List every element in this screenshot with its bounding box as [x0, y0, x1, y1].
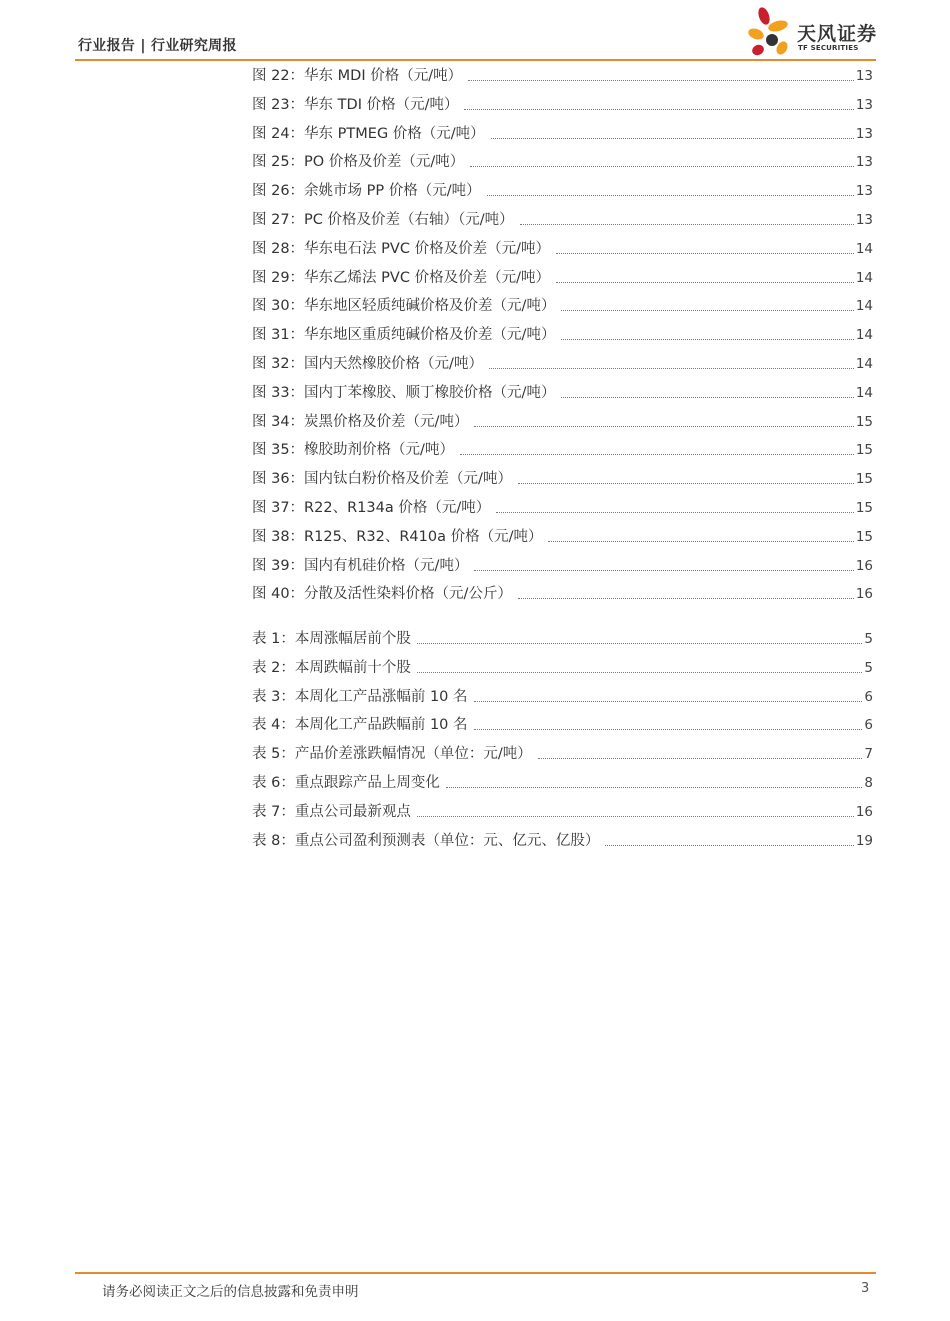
- dot-leader: [417, 816, 854, 817]
- dot-leader: [474, 426, 853, 427]
- toc-entry[interactable]: [252, 657, 873, 679]
- toc-entry-label: 表 3：本周化工产品涨幅前 10 名: [252, 688, 468, 705]
- logo-english-name: TF SECURITIES: [798, 44, 859, 52]
- toc-entry[interactable]: [252, 411, 873, 433]
- toc-entry-page: 16: [855, 557, 873, 574]
- toc-entry-page: 16: [855, 586, 873, 603]
- toc-entry[interactable]: [252, 583, 873, 605]
- dot-leader: [605, 845, 853, 846]
- dot-leader: [474, 701, 863, 702]
- toc-entry[interactable]: [252, 555, 873, 577]
- toc-entry[interactable]: [252, 526, 873, 548]
- toc-entry-page: 14: [855, 298, 873, 315]
- toc-entry-page: 19: [855, 832, 873, 849]
- dot-leader: [468, 80, 854, 81]
- toc-entry-page: 16: [855, 803, 873, 820]
- toc-entry-label: 图 31：华东地区重质纯碱价格及价差（元/吨）: [252, 327, 556, 344]
- toc-entry[interactable]: [252, 123, 873, 145]
- toc-entry-label: 表 7：重点公司最新观点: [252, 803, 411, 820]
- toc-entry-page: 6: [864, 717, 873, 734]
- dot-leader: [464, 109, 853, 110]
- toc-entry-page: 14: [855, 240, 873, 257]
- toc-entry-label: 图 33：国内丁苯橡胶、顺丁橡胶价格（元/吨）: [252, 384, 556, 401]
- toc-entry-page: 13: [855, 183, 873, 200]
- header-divider: [75, 59, 876, 61]
- toc-entry[interactable]: [252, 353, 873, 375]
- toc-entry-label: 图 35：橡胶助剂价格（元/吨）: [252, 442, 454, 459]
- dot-leader: [417, 643, 863, 644]
- toc-entry-label: 图 24：华东 PTMEG 价格（元/吨）: [252, 125, 485, 142]
- toc-entry[interactable]: [252, 439, 873, 461]
- dot-leader: [446, 787, 863, 788]
- toc-entry-label: 图 38：R125、R32、R410a 价格（元/吨）: [252, 528, 543, 545]
- toc-entry-page: 13: [855, 96, 873, 113]
- toc-entry[interactable]: [252, 686, 873, 708]
- toc-entry-label: 图 22：华东 MDI 价格（元/吨）: [252, 68, 463, 84]
- dot-leader: [520, 224, 854, 225]
- toc-entry[interactable]: [252, 180, 873, 202]
- toc-entry-page: 14: [855, 327, 873, 344]
- toc-entry[interactable]: [252, 65, 873, 87]
- report-type-title: 行业报告 | 行业研究周报: [78, 38, 237, 54]
- toc-entry-page: 14: [855, 356, 873, 372]
- dot-leader: [561, 310, 853, 311]
- toc-entry-label: 表 8：重点公司盈利预测表（单位：元、亿元、亿股）: [252, 832, 600, 849]
- toc-entry-page: 14: [855, 384, 873, 401]
- dot-leader: [518, 483, 854, 484]
- dot-leader: [491, 138, 854, 139]
- dot-leader: [538, 758, 863, 759]
- toc-entry-label: 图 37：R22、R134a 价格（元/吨）: [252, 500, 491, 516]
- dot-leader: [556, 253, 854, 254]
- dot-leader: [474, 570, 853, 571]
- tf-securities-logo: [748, 6, 883, 58]
- toc-entry[interactable]: [252, 743, 873, 765]
- toc-entry[interactable]: [252, 382, 873, 404]
- toc-entry[interactable]: [252, 468, 873, 490]
- dot-leader: [518, 598, 854, 599]
- toc-entry-page: 13: [855, 125, 873, 142]
- toc-entry-page: 15: [855, 413, 873, 430]
- dot-leader: [556, 282, 854, 283]
- toc-entry-page: 7: [864, 746, 873, 763]
- petal-logo-icon: [748, 6, 796, 58]
- toc-entry-label: 表 1：本周涨幅居前个股: [252, 631, 411, 647]
- toc-entry-label: 图 40：分散及活性染料价格（元/公斤）: [252, 586, 512, 603]
- toc-entry-label: 表 5：产品价差涨跌幅情况（单位：元/吨）: [252, 746, 532, 763]
- toc-entry[interactable]: [252, 497, 873, 519]
- toc-entry-label: 图 32：国内天然橡胶价格（元/吨）: [252, 356, 483, 372]
- toc-entry-page: 5: [864, 631, 873, 647]
- toc-entry-page: 15: [855, 528, 873, 545]
- toc-entry[interactable]: [252, 209, 873, 231]
- footer-divider: [75, 1272, 876, 1274]
- toc-entry-page: 14: [855, 269, 873, 286]
- dot-leader: [561, 339, 853, 340]
- toc-entry-page: 15: [855, 471, 873, 488]
- toc-entry-page: 13: [855, 68, 873, 84]
- page-number: 3: [861, 1281, 870, 1296]
- dot-leader: [561, 397, 853, 398]
- toc-entry-label: 表 4：本周化工产品跌幅前 10 名: [252, 717, 468, 734]
- toc-entry-label: 图 36：国内钛白粉价格及价差（元/吨）: [252, 471, 512, 488]
- toc-entry-page: 5: [864, 659, 873, 676]
- toc-entry[interactable]: [252, 295, 873, 317]
- toc-entry-page: 6: [864, 688, 873, 705]
- toc-entry-page: 15: [855, 442, 873, 459]
- toc-entry-label: 图 25：PO 价格及价差（元/吨）: [252, 154, 465, 171]
- disclaimer-text: 请务必阅读正文之后的信息披露和免责申明: [102, 1284, 359, 1300]
- toc-entry[interactable]: [252, 267, 873, 289]
- toc-entry-page: 15: [855, 500, 873, 516]
- toc-entry-label: 图 26：余姚市场 PP 价格（元/吨）: [252, 183, 481, 200]
- toc-entry[interactable]: [252, 324, 873, 346]
- dot-leader: [417, 672, 863, 673]
- toc-entry-label: 图 39：国内有机硅价格（元/吨）: [252, 557, 469, 574]
- toc-entry-page: 13: [855, 212, 873, 228]
- toc-entry[interactable]: [252, 772, 873, 794]
- toc-entry-page: 13: [855, 154, 873, 171]
- dot-leader: [489, 368, 854, 369]
- toc-entry[interactable]: [252, 714, 873, 736]
- toc-entry[interactable]: [252, 628, 873, 650]
- toc-entry-label: 表 6：重点跟踪产品上周变化: [252, 775, 440, 791]
- dot-leader: [470, 166, 854, 167]
- dot-leader: [474, 729, 863, 730]
- toc-entry-page: 8: [864, 775, 873, 791]
- toc-entry-label: 图 30：华东地区轻质纯碱价格及价差（元/吨）: [252, 298, 556, 315]
- toc-entry-label: 图 29：华东乙烯法 PVC 价格及价差（元/吨）: [252, 269, 550, 286]
- logo-chinese-name: 天风证券: [797, 23, 878, 45]
- dot-leader: [460, 454, 854, 455]
- toc-entry[interactable]: [252, 830, 873, 852]
- toc-entry-label: 图 23：华东 TDI 价格（元/吨）: [252, 96, 459, 113]
- toc-entry-label: 图 28：华东电石法 PVC 价格及价差（元/吨）: [252, 240, 550, 257]
- dot-leader: [496, 512, 854, 513]
- toc-entry-label: 图 34：炭黑价格及价差（元/吨）: [252, 413, 469, 430]
- toc-entry[interactable]: [252, 94, 873, 116]
- toc-entry[interactable]: [252, 151, 873, 173]
- toc-entry[interactable]: [252, 801, 873, 823]
- toc-entry[interactable]: [252, 238, 873, 260]
- toc-entry-label: 表 2：本周跌幅前十个股: [252, 659, 411, 676]
- dot-leader: [487, 195, 854, 196]
- dot-leader: [548, 541, 853, 542]
- toc-entry-label: 图 27：PC 价格及价差（右轴）（元/吨）: [252, 212, 514, 228]
